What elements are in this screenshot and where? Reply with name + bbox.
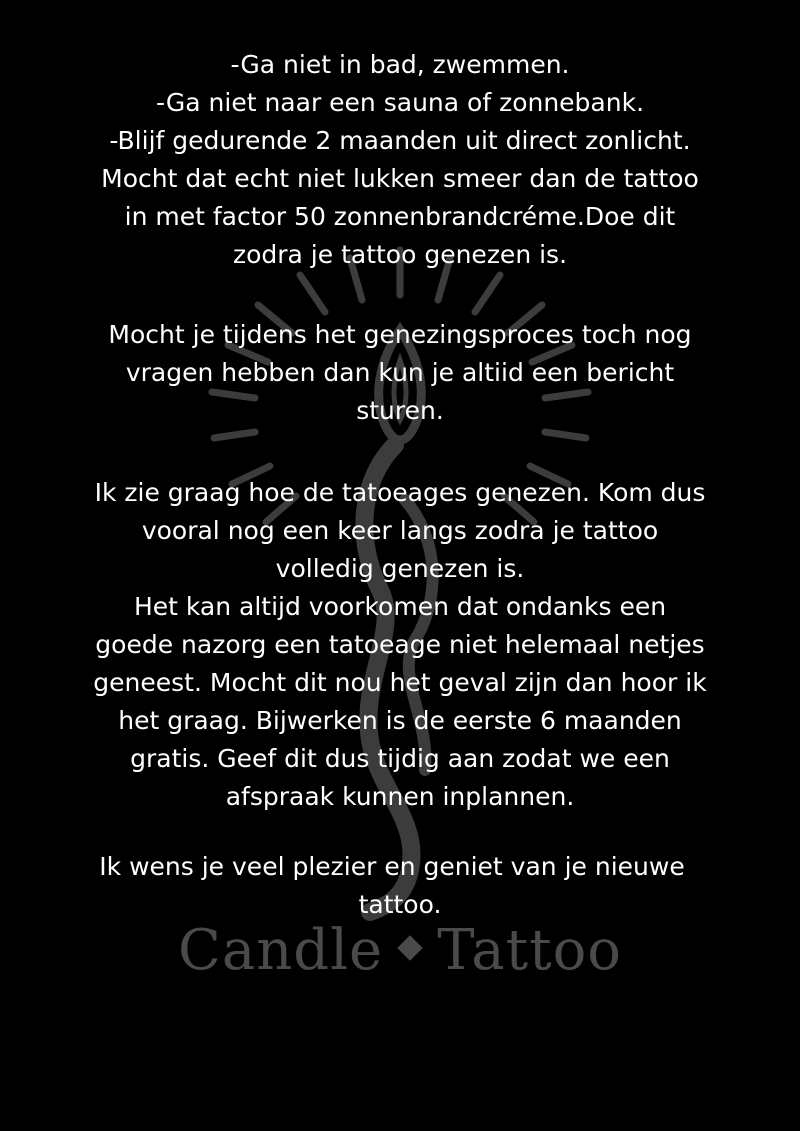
text-line: in met factor 50 zonnenbrandcréme.Doe dit: [124, 202, 676, 231]
brand-left: Candle: [177, 918, 384, 983]
text-line: Ik zie graag hoe de tatoeages genezen. Kom dus: [94, 478, 706, 507]
text-line: Mocht dat echt niet lukken smeer dan de tattoo: [101, 164, 699, 193]
brand-right: Tattoo: [437, 918, 623, 983]
text-line: sturen.: [356, 396, 444, 425]
text-line: Ik wens je veel plezier en geniet van je nieuwe: [99, 852, 685, 881]
text-line: afspraak kunnen inplannen.: [225, 782, 575, 811]
text-line: -Blijf gedurende 2 maanden uit direct zonlicht.: [109, 126, 691, 155]
text-line: -Ga niet naar een sauna of zonnebank.: [155, 88, 645, 117]
text-line: tattoo.: [358, 890, 442, 919]
text-line: -Ga niet in bad, zwemmen.: [230, 50, 570, 79]
text-line: vragen hebben dan kun je altiid een bericht: [125, 358, 675, 387]
text-line: het graag. Bijwerken is de eerste 6 maanden: [118, 706, 682, 735]
text-line: geneest. Mocht dit nou het geval zijn dan hoor ik: [93, 668, 707, 697]
text-line: goede nazorg een tatoeage niet helemaal netjes: [95, 630, 705, 659]
text-line: Mocht je tijdens het genezingsproces toch nog: [108, 320, 692, 349]
text-line: gratis. Geef dit dus tijdig aan zodat we een: [130, 744, 670, 773]
text-line: zodra je tattoo genezen is.: [232, 240, 568, 269]
text-line: Het kan altijd voorkomen dat ondanks een: [133, 592, 667, 621]
text-line: vooral nog een keer langs zodra je tattoo: [141, 516, 659, 545]
text-line: volledig genezen is.: [275, 554, 525, 583]
